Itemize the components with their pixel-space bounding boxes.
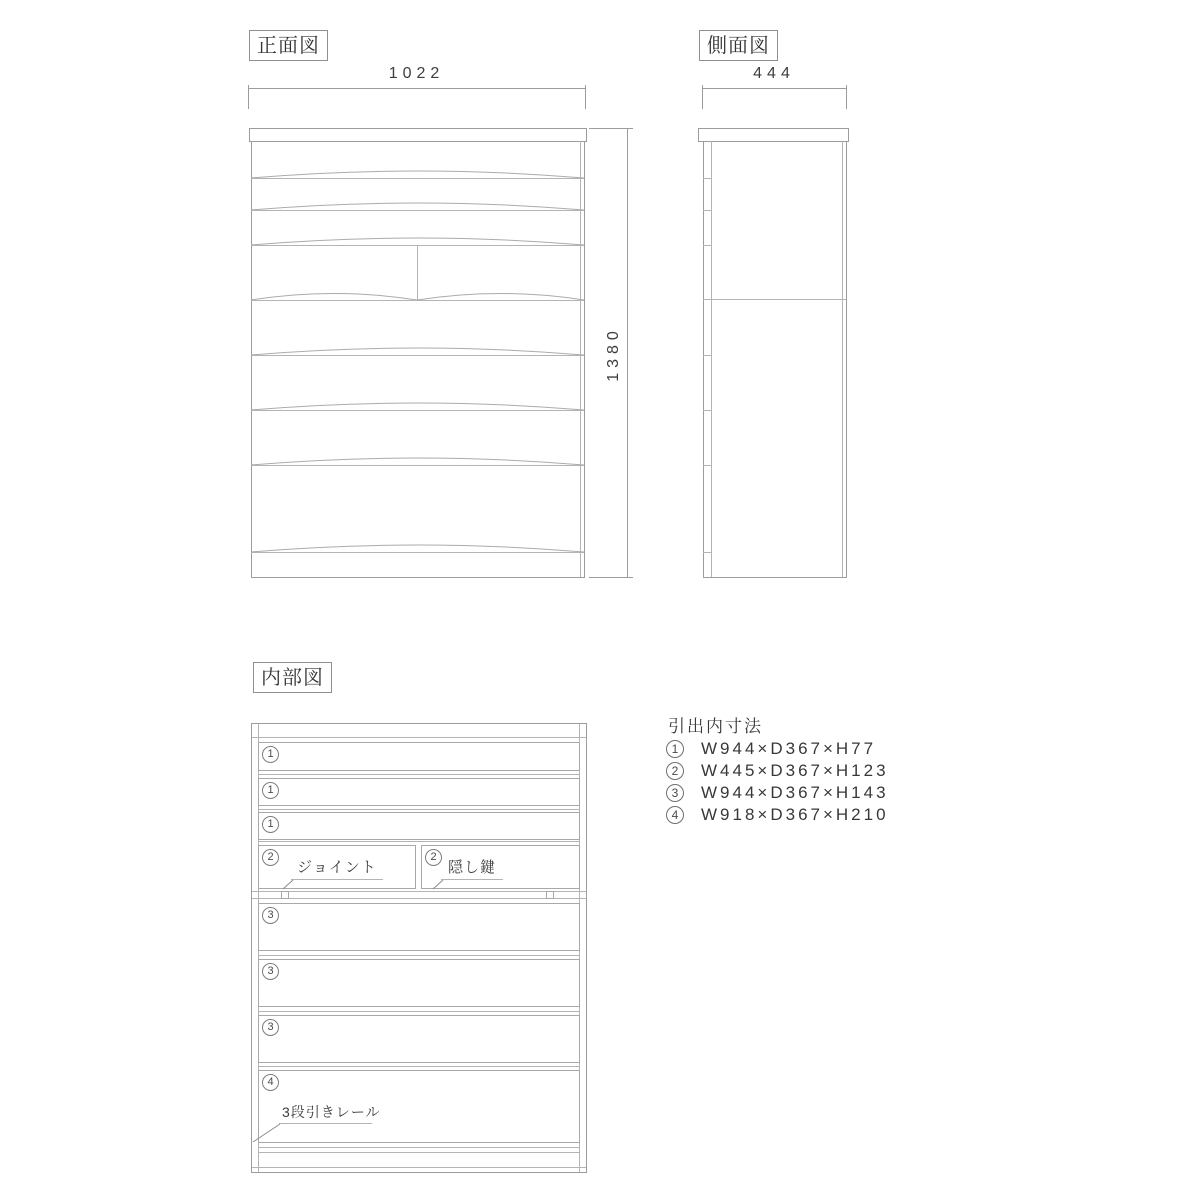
legend-item — [666, 783, 889, 803]
drawer-number-badge: 1 — [262, 746, 279, 763]
front-division-line — [251, 465, 584, 466]
internal-drawer-box-7 — [258, 1015, 580, 1063]
front-top-board — [249, 128, 587, 142]
side-division-tick — [703, 552, 712, 553]
front-division-line — [251, 300, 584, 301]
side-division-tick — [703, 210, 712, 211]
side-front-edge — [703, 141, 704, 578]
legend-item-number: 1 — [666, 740, 684, 758]
internal-drawer-box-1 — [258, 742, 580, 771]
internal-shelf-line — [258, 955, 580, 956]
side-division-tick — [703, 410, 712, 411]
internal-dust-board-bottom-line — [252, 898, 586, 899]
front-view-title: 正面図 — [249, 30, 328, 61]
side-view-title: 側面図 — [699, 30, 778, 61]
front-division-line — [251, 552, 584, 553]
side-division-tick — [703, 245, 712, 246]
drawer-number-badge: 3 — [262, 1019, 279, 1036]
front-width-dim-line — [248, 88, 585, 89]
legend-item-number: 3 — [666, 784, 684, 802]
internal-base-line — [258, 1152, 580, 1153]
front-division-line — [251, 355, 584, 356]
front-height-dim-line — [627, 128, 628, 578]
side-division-tick — [703, 355, 712, 356]
drawer-number-badge: 1 — [262, 816, 279, 833]
internal-bottom-board-line — [252, 1167, 586, 1168]
front-split-drawer-divider — [417, 245, 418, 300]
internal-shelf-line — [258, 1066, 580, 1067]
rail-annotation-underline — [279, 1123, 372, 1124]
internal-shelf-line — [258, 809, 580, 810]
joint-annotation: ジョイント — [297, 859, 377, 876]
side-fixed-shelf-line — [703, 299, 846, 300]
internal-drawer-box-4-right — [421, 845, 580, 889]
legend-item-dimensions: W944×D367×H77 — [701, 739, 877, 758]
internal-latch-block-left — [281, 891, 289, 899]
internal-latch-block-right — [546, 891, 554, 899]
front-right-side — [584, 141, 585, 578]
front-division-line — [251, 410, 584, 411]
front-height-dimension: 1380 — [605, 326, 622, 382]
side-back-inner-line — [842, 141, 843, 577]
hidden-key-annotation-underline — [441, 879, 503, 880]
legend-title: 引出内寸法 — [668, 717, 763, 736]
internal-shelf-line — [258, 841, 580, 842]
internal-drawer-box-5 — [258, 903, 580, 951]
side-division-tick — [703, 178, 712, 179]
side-drawer-front-thickness-line — [711, 141, 712, 577]
internal-drawer-box-3 — [258, 812, 580, 840]
front-right-inner-line — [580, 141, 581, 577]
drawer-number-badge: 2 — [262, 849, 279, 866]
front-width-dim-tick-right — [585, 85, 586, 109]
front-left-side — [251, 141, 252, 578]
legend-item-dimensions: W445×D367×H123 — [701, 761, 889, 780]
legend-item — [666, 805, 889, 825]
rail-annotation: 3段引きレール — [282, 1104, 381, 1120]
internal-drawer-box-2 — [258, 778, 580, 806]
side-width-dim-tick-left — [702, 85, 703, 109]
side-width-dim-tick-right — [846, 85, 847, 109]
front-division-line — [251, 210, 584, 211]
side-top-board — [698, 128, 849, 142]
legend-item-number: 4 — [666, 806, 684, 824]
side-width-dimension: 444 — [753, 65, 795, 82]
side-bottom-edge — [703, 577, 847, 578]
front-width-dimension: 1022 — [388, 65, 445, 82]
drawer-handle-arcs — [251, 171, 584, 552]
side-division-tick — [703, 465, 712, 466]
internal-shelf-line — [258, 1011, 580, 1012]
front-division-line — [251, 178, 584, 179]
hidden-key-annotation: 隠し鍵 — [448, 859, 497, 876]
joint-annotation-underline — [291, 879, 383, 880]
internal-top-board-line — [252, 737, 586, 738]
drawer-number-badge: 1 — [262, 782, 279, 799]
front-width-dim-tick-left — [248, 85, 249, 109]
front-bottom-edge — [251, 577, 585, 578]
legend-item-dimensions: W918×D367×H210 — [701, 805, 889, 824]
legend-item-dimensions: W944×D367×H143 — [701, 783, 889, 802]
drawer-number-badge: 3 — [262, 907, 279, 924]
internal-dust-board-top-line — [252, 891, 586, 892]
legend-item-number: 2 — [666, 762, 684, 780]
legend-item — [666, 739, 876, 759]
legend-item — [666, 761, 889, 781]
internal-base-line — [258, 1147, 580, 1148]
drawer-number-badge: 2 — [425, 849, 442, 866]
internal-view-title: 内部図 — [253, 662, 332, 693]
internal-shelf-line — [258, 774, 580, 775]
internal-drawer-box-6 — [258, 959, 580, 1007]
side-back-edge — [846, 141, 847, 578]
drawer-number-badge: 3 — [262, 963, 279, 980]
drawer-number-badge: 4 — [262, 1074, 279, 1091]
side-width-dim-line — [702, 88, 846, 89]
